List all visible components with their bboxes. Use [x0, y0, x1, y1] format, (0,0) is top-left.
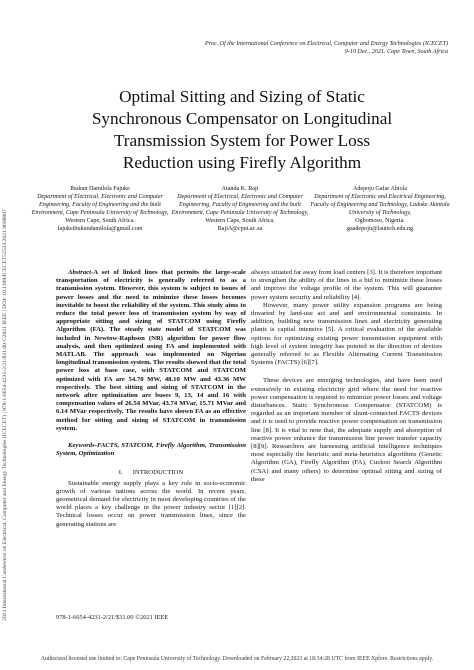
abstract-label: Abstract [68, 269, 92, 276]
left-column [56, 269, 246, 529]
conference-line-1: Proc. Of the International Conference on Electrical, Computer and Energy Technologies (ICECET) [205, 41, 448, 47]
author-affiliation: Department of Electrical, Electronic and Computer Engineering, Faculty of Engineering and the built Environment, Cape Peninsula University of Technology, [171, 193, 309, 216]
intro-paragraph-1: Sustainable energy supply plays a key role in socio-economic growth of various nations across the world. In recent years, geometrical demand for electricity in most developing countries of the world places a key challenge in the power industry sector [1][2]. Technical losses occur on power transmission lines, since the generating stations are [56, 479, 246, 528]
download-footer: Authorized licensed use limited to: Cape Peninsula University of Technology. Downloaded on February 22,2023 at 18:34:28 UTC from IEEE Xplore. Restrictions apply. [40, 656, 434, 662]
body-paragraph-3: These devices are emerging technologies, and have been used extensively in existing electricity grid where the need for reactive power compensation is required to minimize power losses and voltage disturbances. Static Synchronous Compensator (STATCOM) is regarded as an important member of shunt-connected FACTS devices and it is used to provide reactive power compensation on transmission line [8]. It is vital to note that, the adequate supply and absorption of reactive power enhance the transmission line power transfer capacity [8][9]. Researchers are harnessing artificial intelligence techniques most especially the heuristic and meta-heuristics algorithms (Genetic Algorithm (GA), Firefly Algorithm (FA), Cuckoo Search Algorithm (CSA) and many others) to determine optimal sitting and sizing of these [251, 377, 442, 483]
author-2 [170, 186, 310, 233]
title-line-3: Transmission System for Power Loss [113, 131, 371, 150]
author-location: Ogbomoso, Nigeria. [355, 217, 405, 224]
conference-header [88, 41, 448, 56]
author-email[interactable]: RajiA@cput.ac.za [217, 225, 263, 232]
abstract [56, 269, 246, 433]
author-name: Ibukun Damilola Fajuke [70, 186, 130, 192]
author-name: Adepoju Gafar Abiola [352, 186, 408, 192]
author-name: Atanda K. Raji [221, 186, 259, 192]
title-line-1: Optimal Sitting and Sizing of Static [119, 87, 365, 106]
doi-sidebar: 2021 International Conference on Electrical, Computer and Energy Technologies (ICECET) | 978-1-6654-4231-2/21/$31.00 ©2021 IEEE | DOI: 10.1109/ICECET52533.2021.9698807 [2, 209, 8, 621]
author-1 [30, 186, 170, 233]
author-email[interactable]: gaadepoju@lautech.edu.ng [346, 225, 414, 232]
body-paragraph-1: always situated far away from load centers [3]. It is therefore important to strengthen the ability of the lines in a bid to minimize these losses and improve the voltage profile of the system. This will guarantee power system security and reliability [4]. [251, 269, 442, 301]
author-affiliation: Department of Electronic and Electrical Engineering, Faculty of Engineering and Technology, Ladoke Akintola University of Technology, [310, 193, 450, 216]
author-location: Western Cape, South Africa. [205, 217, 275, 224]
keywords: Keywords-FACTS, STATCOM, Firefly Algorithm, Transmission System, Optimization [56, 442, 246, 458]
title-line-2: Synchronous Compensator on Longitudinal [91, 109, 393, 128]
body-paragraph-2: However, many power utility expansion programs are being thwarted by land-use act and and environmental constraints. In addition, building new transmission lines and electricity generating plants is capital intensive [5]. A critical evaluation of the available options for optimizing existing power transmission equipment with high level of system integrity has pointed in the direction of devices generally referred to as Flexible Alternating Current Transmission Systems (FACTS) [6][7]. [251, 301, 442, 367]
copyright-notice: 978-1-6654-4231-2/21/$31.00 ©2021 IEEE [56, 614, 169, 621]
author-3 [310, 186, 450, 233]
section-heading-introduction: I. INTRODUCTION [118, 469, 184, 477]
author-location: Western Cape, South Africa. [65, 217, 135, 224]
right-column [251, 269, 442, 484]
title-line-4: Reduction using Firefly Algorithm [122, 153, 362, 172]
abstract-text: -A set of linked lines that permits the large-scale transportation of electricity is generally referred to as a transmission system. However, this system is subject to issues of power losses and the need to minimize these losses becomes inevitable to boost the reliability of the system. This study aims to reduce the total power loss of transmission system by way of appropriate sitting and sizing of STATCOM using Firefly Algorithm (FA). The steady state model of STATCOM was included in Newtow-Raphson (NR) algorithm for power flow analysis, and then optimized using FA and implemented with MATLAB. The approach was implemented on Nigerian longitudinal transmission system. The results showed that the total power loss at base case, with STATCOM and STATCOM optimized with FA are 54.70 MW, 48.10 MW and 43.36 MW respectively. The best sitting and sizing of STATCOM in the network after optimization are buses 9, 13, 14 and 16 with compensation values of 26.54 MVar, 43.74 MVar, 15.71 MVar and 6.14 MVar respectively. The results have shown FA as an effective method for sitting and sizing of STATCOM in transmission system. [56, 269, 246, 432]
author-affiliation: Department of Electrical, Electronic and Computer Engineering, Faculty of Engineering and the built Environment, Cape Peninsula University of Technology, [31, 193, 169, 216]
conference-line-2: 9-10 Dec., 2021. Cape Town, South Africa [344, 48, 448, 55]
author-block [30, 186, 450, 233]
paper-title [40, 86, 444, 174]
author-email[interactable]: fajukeibukundamilola@gmail.com [57, 225, 143, 232]
